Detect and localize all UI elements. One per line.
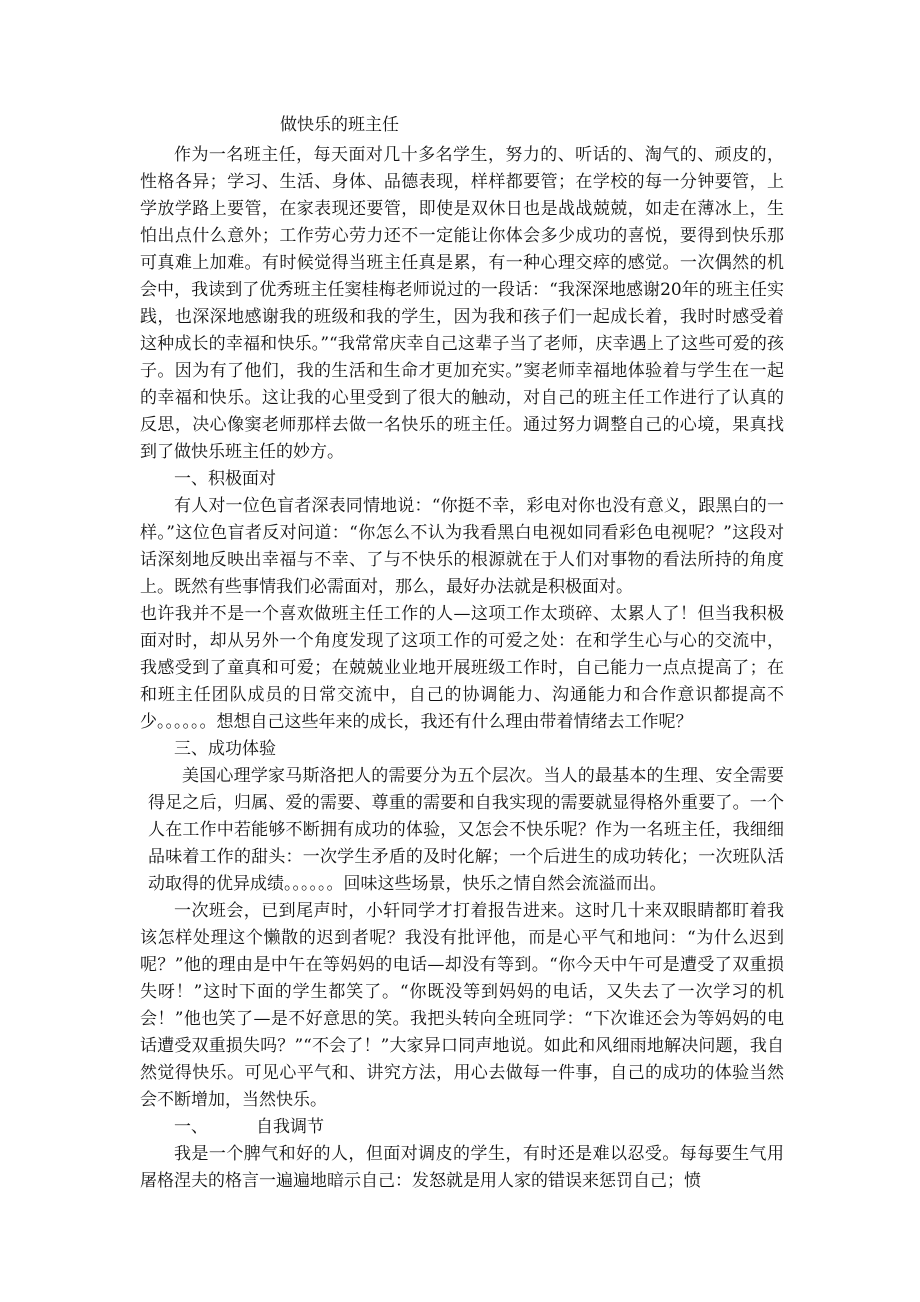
self-adjust-paragraph: 我是一个脾气和好的人，但面对调皮的学生，有时还是难以忍受。每每要生气用屠格涅夫的格言一遍遍地暗示自己：发怒就是用人家的错误来惩罚自己；愤 — [140, 1144, 784, 1191]
section-heading-positive: 一、积极面对 — [174, 469, 276, 489]
intro-paragraph: 作为一名班主任，每天面对几十多名学生，努力的、听话的、淘气的、顽皮的，性格各异；学习、生活、身体、品德表现，样样都要管；在学校的每一分钟要管，上学放学路上要管，在家表现还要管，即使是双休日也是战战兢兢，如走在薄冰上，生怕出点什么意外；工作劳心劳力还不一定能让你体会多少成功的喜悦，要得到快乐那可真难上加难。有时候觉得当班主任真是累，有一种心理交瘁的感觉。一次偶然的机会中，我读到了优秀班主任窦桂梅老师说过的一段话：“我深深地感谢20年的班主任实践，也深深地感谢我的班级和我的学生，因为我和孩子们一起成长着，我时时感受着这种成长的幸福和快乐。”“我常常庆幸自己这辈子当了老师，庆幸遇上了这些可爱的孩子。因为有了他们，我的生活和生命才更加充实。”窦老师幸福地体验着与学生在一起的幸福和快乐。这让我的心里受到了很大的触动，对自己的班主任工作进行了认真的反思，决心像窦老师那样去做一名快乐的班主任。通过努力调整自己的心境，果真找到了做快乐班主任的妙方。 — [140, 145, 784, 462]
section-heading-self-adjust — [140, 1114, 784, 1141]
success-paragraph-1: 美国心理学家马斯洛把人的需要分为五个层次。当人的最基本的生理、安全需要得足之后，归属、爱的需要、尊重的需要和自我实现的需要就显得格外重要了。一个人在工作中若能够不断拥有成功的体验，又怎会不快乐呢？作为一名班主任，我细细品味着工作的甜头：一次学生矛盾的及时化解；一个后进生的成功转化；一次班队活动取得的优异成绩。。。。。。回味这些场景，快乐之情自然会流溢而出。 — [148, 766, 784, 894]
document-title: 做快乐的班主任 — [280, 115, 399, 135]
success-paragraph-2: 一次班会，已到尾声时，小轩同学才打着报告进来。这时几十来双眼睛都盯着我该怎样处理这个懒散的迟到者呢？我没有批评他，而是心平气和地问：“为什么迟到呢？”他的理由是中午在等妈妈的电话—却没有等到。“你今天中午可是遭受了双重损失呀！”这时下面的学生都笑了。“你既没等到妈妈的电话，又失去了一次学习的机会！”他也笑了—是不好意思的笑。我把头转向全班同学：“下次谁还会为等妈妈的电话遭受双重损失吗？”“不会了！”大家异口同声地说。如此和风细雨地解决问题，我自然觉得快乐。可见心平气和、讲究方法，用心去做每一件事，自己的成功的体验当然会不断增加，当然快乐。 — [140, 901, 784, 1110]
positive-paragraph-1: 有人对一位色盲者深表同情地说：“你挺不幸，彩电对你也没有意义，跟黑白的一样。”这位色盲者反对问道：“你怎么不认为我看黑白电视如同看彩色电视呢？”这段对话深刻地反映出幸福与不幸、了与不快乐的根源就在于人们对事物的看法所持的角度上。既然有些事情我们必需面对，那么，最好办法就是积极面对。 — [140, 496, 784, 597]
section-heading-success: 三、成功体验 — [174, 739, 276, 759]
document-page — [140, 112, 784, 1195]
section-number: 一、 — [174, 1117, 208, 1137]
positive-paragraph-2: 也许我并不是一个喜欢做班主任工作的人—这项工作太琐碎、太累人了！但当我积极面对时，却从另外一个角度发现了这项工作的可爱之处：在和学生心与心的交流中，我感受到了童真和可爱；在兢兢业业地开展班级工作时，自己能力一点点提高了；在和班主任团队成员的日常交流中，自己的协调能力、沟通能力和合作意识都提高不少。。。。。。想想自己这些年来的成长，我还有什么理由带着情绪去工作呢？ — [140, 604, 784, 732]
section-title: 自我调节 — [256, 1117, 324, 1137]
